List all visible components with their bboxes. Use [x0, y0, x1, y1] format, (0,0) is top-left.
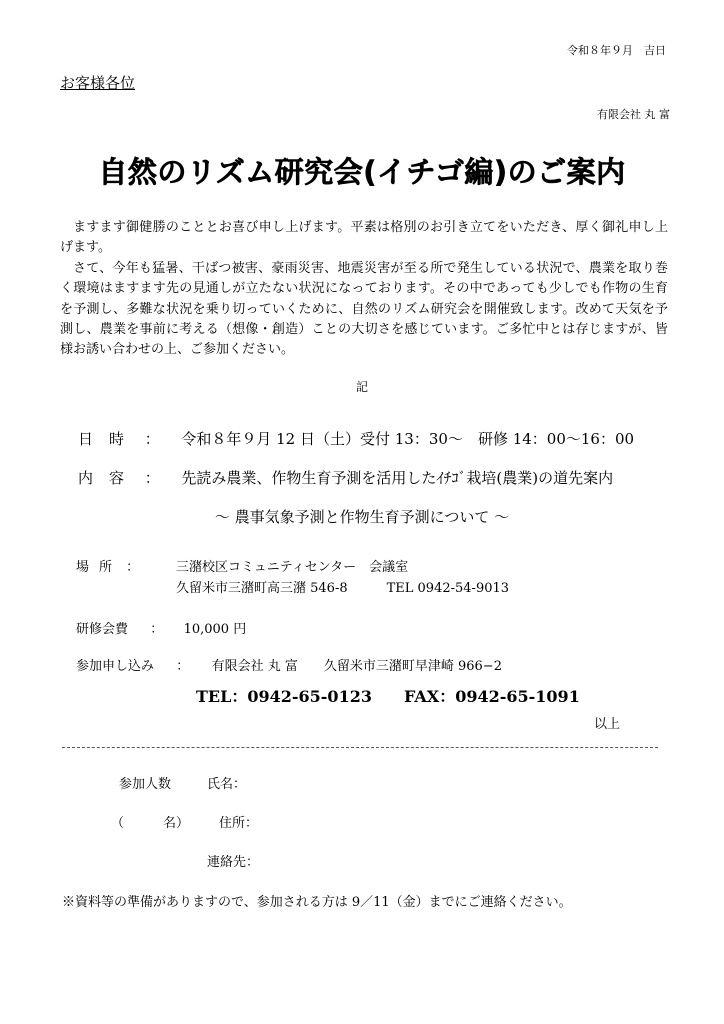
fee-label: 研修会費 [76, 622, 129, 637]
colon: ： [150, 622, 164, 637]
deadline-note: ※資料等の準備がありますので、参加される方は 9／11（金）までにご連絡ください。 [62, 895, 572, 910]
contact-field-label: 連絡先： [207, 855, 260, 870]
venue-line-1: 三潴校区コミュニティセンター 会議室 [176, 560, 409, 575]
cut-line-divider [62, 747, 658, 748]
colon: ： [176, 659, 190, 674]
schedule-row [78, 428, 634, 449]
colon: ： [144, 469, 160, 487]
name-field-label: 氏名： [207, 777, 247, 792]
tel-fax: TEL：0942-65-0123 FAX：0942-65-1091 [196, 687, 580, 706]
venue-label: 場所 [76, 560, 123, 575]
apply-value: 有限会社 丸 富 久留米市三潴町早津崎 966−2 [211, 659, 502, 674]
greeting-paragraph: ますます御健勝のこととお喜び申し上げます。平素は格別のお引き立てをいただき、厚く御礼申し上げます。 [60, 220, 668, 256]
count-blank: （ 名） [111, 816, 190, 831]
intro-paragraph: さて、今年も猛暑、干ばつ被害、豪雨災害、地震災害が至る所で発生している状況で、農業を取り巻く環境はますます先の見通しが立たない状況になっております。その中であっても少しでも作物の生育を予測し、多難な状況を乗り切っていくために、自然のリズム研究会を開催致します。改めて天気を予測し、農業を事前に考える（想像・創造）ことの大切さを感じています。ご多忙中とは存じますが、皆様お誘い合わせの上、ご参加ください。 [60, 260, 668, 358]
ijo-closing: 以上 [593, 717, 620, 732]
subheading: 〜 農事気象予測と作物生育予測について 〜 [214, 508, 510, 526]
colon: ： [126, 560, 140, 575]
issue-date: 令和８年９月 吉日 [567, 44, 666, 57]
fee-value: 10,000 円 [183, 622, 247, 637]
greeting-body [60, 218, 668, 361]
addressee: お客様各位 [60, 74, 136, 92]
content-value: 先読み農業、作物生育予測を活用したｲﾁｺﾞ栽培(農業)の道先案内 [181, 469, 614, 487]
apply-label: 参加申し込み [76, 659, 155, 674]
venue-line-2: 久留米市三潴町高三潴 546-8 TEL 0942-54-9013 [176, 581, 510, 596]
content-row [78, 467, 613, 488]
fee-row [76, 618, 246, 637]
content-label: 内容 [78, 469, 141, 487]
participant-count-label: 参加人数 [119, 777, 172, 792]
document-title: 自然のリズム研究会(イチゴ編)のご案内 [98, 155, 626, 189]
address-field-label: 住所： [219, 816, 259, 831]
venue-label-row [76, 556, 139, 575]
time-label: 日時 [78, 430, 141, 448]
ki-heading: 記 [355, 380, 368, 394]
sender-company: 有限会社 丸 富 [597, 108, 670, 121]
apply-row [76, 655, 502, 674]
time-value: 令和８年９月 12 日（土）受付 13：30〜 研修 14：00〜16：00 [181, 430, 635, 448]
colon: ： [144, 430, 160, 448]
